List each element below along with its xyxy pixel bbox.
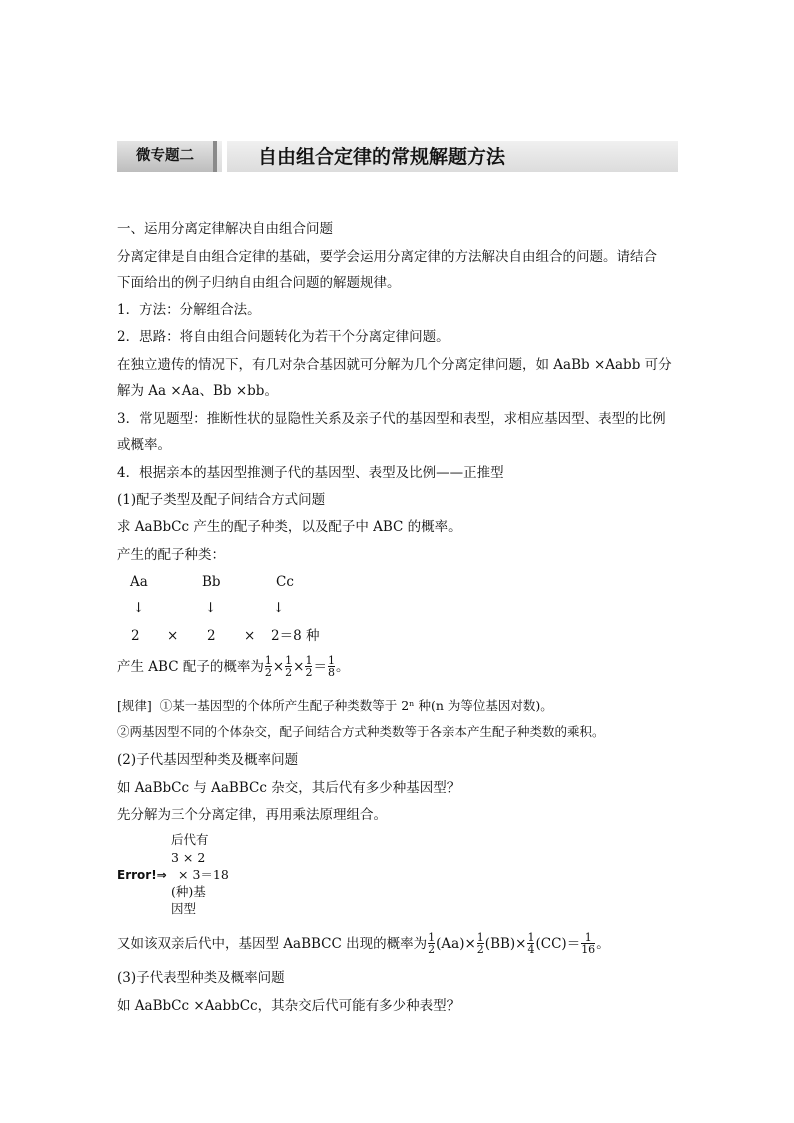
badge-separator [222, 141, 227, 172]
offspring-line-4: (种)基 [171, 884, 206, 899]
rule-1: ①某一基因型的个体所产生配子种类数等于 2ⁿ 种(n 为等位基因对数)。 [159, 698, 553, 713]
fraction: $\frac{1}{2}$ [476, 931, 484, 956]
rule-line-1 [117, 698, 553, 714]
arrow-down-icon: ↓ [133, 600, 145, 616]
item-1: 1．方法：分解组合法。 [117, 302, 261, 318]
item-2: 2．思路：将自由组合问题转化为若干个分离定律问题。 [117, 329, 450, 345]
part3-question: 如 AaBbCc ×AabbCc，其杂交后代可能有多少种表型？ [117, 998, 461, 1014]
gene-cc: Cc [276, 574, 294, 590]
abc-probability-text: 产生 ABC 配子的概率为 [117, 658, 264, 675]
item-3-line-2: 或概率。 [117, 437, 171, 453]
intro-line-2: 下面给出的例子归纳自由组合问题的解题规律。 [117, 275, 401, 291]
part2-question: 如 AaBbCc 与 AaBBCc 杂交，其后代有多少种基因型？ [117, 780, 461, 796]
offspring-line-5: 因型 [171, 901, 197, 916]
part1-heading: (1)配子类型及配子间结合方式问题 [117, 492, 326, 508]
gene-aa: Aa [130, 574, 148, 590]
count-cc: 2＝8 种 [271, 628, 320, 644]
gamete-types-label: 产生的配子种类： [117, 547, 225, 563]
times-sign: × [167, 628, 179, 644]
count-aa: 2 [131, 628, 140, 644]
aabbcc-probability-text: 又如该双亲后代中，基因型 AaBBCC 出现的概率为 [117, 935, 428, 952]
item-4: 4．根据亲本的基因型推测子代的基因型、表型及比例——正推型 [117, 465, 504, 481]
gene-bb: Bb [202, 574, 221, 590]
item-2-detail-1: 在独立遗传的情况下，有几对杂合基因就可分解为几个分离定律问题，如 AaBb ×Aabb 可分 [117, 357, 672, 373]
fraction: $\frac{1}{2}$ [428, 931, 436, 956]
item-3-line-1: 3．常见题型：推断性状的显隐性关系及亲子代的基因型和表型，求相应基因型、表型的比例 [117, 411, 666, 427]
part2-heading: (2)子代基因型种类及概率问题 [117, 752, 299, 768]
rule-label: [规律] [117, 698, 152, 713]
arrow-down-icon: ↓ [273, 600, 285, 616]
part2-method: 先分解为三个分离定律，再用乘法原理组合。 [117, 807, 387, 823]
part1-question: 求 AaBbCc 产生的配子种类，以及配子中 ABC 的概率。 [117, 519, 462, 535]
abc-probability: 产生 ABC 配子的概率为 $\frac{1}{2}$ × $\frac{1}{2}$ × $\frac{1}{2}$ ＝ $\frac{1}{8}$ 。 [117, 654, 350, 679]
aabbcc-probability: 又如该双亲后代中，基因型 AaBBCC 出现的概率为 $\frac{1}{2}$ (Aa) × $\frac{1}{2}$ (BB) × $\frac{1}{4}$ (CC) ＝ $\frac{1}{16}$ 。 [117, 931, 610, 956]
offspring-line-3: × 3＝18 [178, 867, 229, 882]
times-sign: × [244, 628, 256, 644]
fraction: $\frac{1}{8}$ [327, 654, 335, 679]
arrow-down-icon: ↓ [205, 600, 217, 616]
intro-line-1: 分离定律是自由组合定律的基础，要学会运用分离定律的方法解决自由组合的问题。请结合 [117, 249, 657, 265]
rule-2: ②两基因型不同的个体杂交，配子间结合方式种类数等于各亲本产生配子种类数的乘积。 [117, 724, 605, 739]
fraction: $\frac{1}{16}$ [581, 931, 596, 956]
error-label: Error!⇒ [117, 868, 167, 882]
fraction: $\frac{1}{4}$ [527, 931, 535, 956]
offspring-line-1: 后代有 [171, 832, 209, 847]
page-title: 自由组合定律的常规解题方法 [258, 146, 506, 168]
fraction: $\frac{1}{2}$ [285, 654, 293, 679]
fraction: $\frac{1}{2}$ [305, 654, 313, 679]
section-heading: 一、运用分离定律解决自由组合问题 [117, 221, 333, 237]
offspring-line-2: 3 × 2 [171, 850, 206, 865]
fraction: $\frac{1}{2}$ [264, 654, 272, 679]
item-2-detail-2: 解为 Aa ×Aa、Bb ×bb。 [117, 383, 278, 399]
count-bb: 2 [207, 628, 216, 644]
topic-badge: 微专题二 [117, 141, 217, 172]
part3-heading: (3)子代表型种类及概率问题 [117, 970, 285, 986]
